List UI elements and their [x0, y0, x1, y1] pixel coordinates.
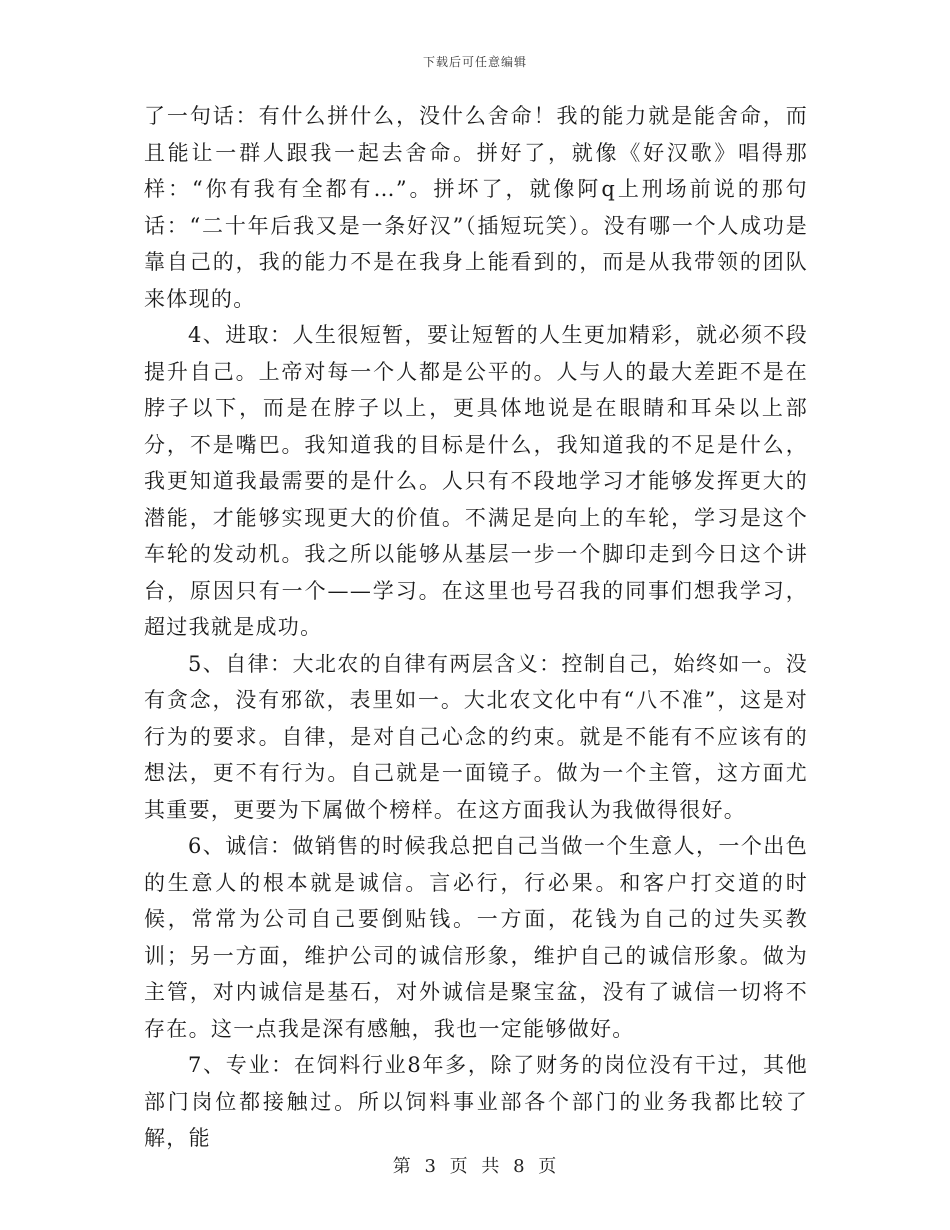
footer-label-unit: 页 [449, 1156, 469, 1177]
footer-total-pages: 8 [513, 1156, 526, 1177]
page-header: 下载后可任意编辑 [422, 55, 527, 69]
document-body [144, 98, 808, 1157]
footer-label-unit2: 页 [538, 1156, 558, 1177]
footer-label-total: 共 [481, 1156, 501, 1177]
paragraph-1: 了一句话：有什么拼什么，没什么舍命！我的能力就是能舍命，而且能让一群人跟我一起去舍命。拼好了，就像《好汉歌》唱得那样：“你有我有全都有…”。拼坏了，就像阿q上刑场前说的那句话：“二十年后我又是一条好汉”（插短玩笑）。没有哪一个人成功是靠自己的，我的能力不是在我身上能看到的，而是从我带领的团队来体现的。 [144, 104, 808, 311]
footer-current-page: 3 [424, 1156, 437, 1177]
footer-label-page: 第 [392, 1156, 412, 1177]
paragraph-5: 7、专业：在饲料行业8年多，除了财务的岗位没有干过，其他部门岗位都接触过。所以饲料事业部各个部门的业务我都比较了解，能 [144, 1053, 808, 1150]
paragraph-3: 5、自律：大北农的自律有两层含义：控制自己，始终如一。没有贪念，没有邪欲，表里如一。大北农文化中有“八不准”，这是对行为的要求。自律，是对自己心念的约束。就是不能有不应该有的想法，更不有行为。自己就是一面镜子。做为一个主管，这方面尤其重要，更要为下属做个榜样。在这方面我认为我做得很好。 [144, 651, 808, 822]
paragraph-4: 6、诚信：做销售的时候我总把自己当做一个生意人，一个出色的生意人的根本就是诚信。言必行，行必果。和客户打交道的时候，常常为公司自己要倒贴钱。一方面，花钱为自己的过失买教训；另一方面，维护公司的诚信形象，维护自己的诚信形象。做为主管，对内诚信是基石，对外诚信是聚宝盆，没有了诚信一切将不存在。这一点我是深有感触，我也一定能够做好。 [144, 834, 808, 1041]
paragraph-2: 4、进取：人生很短暂，要让短暂的人生更加精彩，就必须不段提升自己。上帝对每一个人都是公平的。人与人的最大差距不是在脖子以下，而是在脖子以上，更具体地说是在眼睛和耳朵以上部分，不是嘴巴。我知道我的目标是什么，我知道我的不足是什么，我更知道我最需要的是什么。人只有不段地学习才能够发挥更大的潜能，才能够实现更大的价值。不满足是向上的车轮，学习是这个车轮的发动机。我之所以能够从基层一步一个脚印走到今日这个讲台，原因只有一个——学习。在这里也号召我的同事们想我学习，超过我就是成功。 [144, 323, 808, 639]
page-footer [0, 1152, 950, 1178]
